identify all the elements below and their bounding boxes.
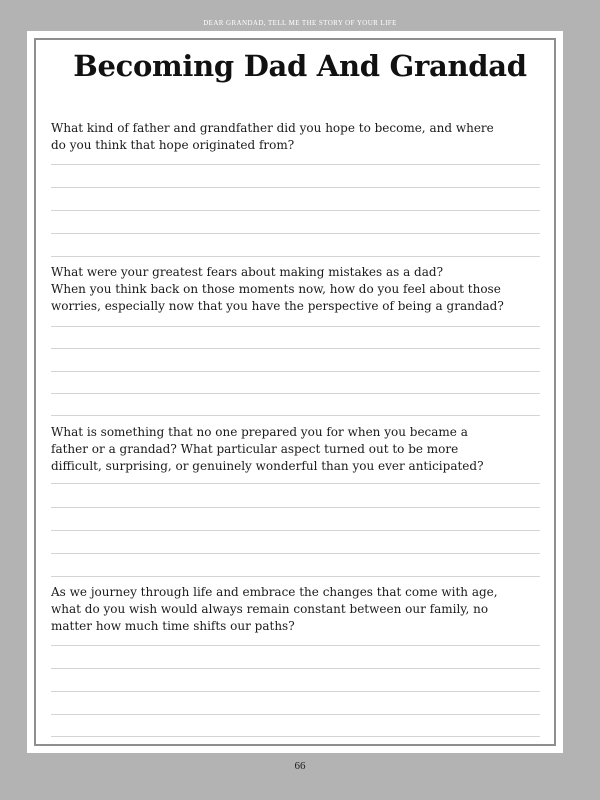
writing-line[interactable] xyxy=(51,415,540,416)
writing-line[interactable] xyxy=(51,530,540,531)
page-title: Becoming Dad And Grandad xyxy=(73,49,527,83)
writing-line[interactable] xyxy=(51,348,540,349)
writing-line[interactable] xyxy=(51,736,540,737)
writing-line[interactable] xyxy=(51,233,540,234)
writing-line[interactable] xyxy=(51,393,540,394)
question-4: As we journey through life and embrace the changes that come with age, what do you wish would always remain constant between our family, no matter how much time shifts our paths? xyxy=(51,585,498,633)
writing-line[interactable] xyxy=(51,576,540,577)
writing-line[interactable] xyxy=(51,371,540,372)
writing-line[interactable] xyxy=(51,483,540,484)
question-2: What were your greatest fears about making mistakes as a dad? When you think back on those moments now, how do you feel about those worries, especially now that you have the perspective of being a grandad? xyxy=(51,265,504,313)
writing-line[interactable] xyxy=(51,645,540,646)
writing-line[interactable] xyxy=(51,164,540,165)
writing-line[interactable] xyxy=(51,187,540,188)
writing-line[interactable] xyxy=(51,553,540,554)
question-1: What kind of father and grandfather did you hope to become, and where do you think that hope originated from? xyxy=(51,121,494,152)
writing-line[interactable] xyxy=(51,691,540,692)
running-header: DEAR GRANDAD, TELL ME THE STORY OF YOUR LIFE xyxy=(203,19,397,27)
writing-line[interactable] xyxy=(51,326,540,327)
question-3: What is something that no one prepared you for when you became a father or a grandad? What particular aspect turned out to be more difficult, surprising, or genuinely wonderful than you ever anticipated? xyxy=(51,425,484,473)
writing-line[interactable] xyxy=(51,714,540,715)
writing-line[interactable] xyxy=(51,668,540,669)
writing-line[interactable] xyxy=(51,507,540,508)
page-number: 66 xyxy=(294,760,306,772)
writing-line[interactable] xyxy=(51,210,540,211)
writing-line[interactable] xyxy=(51,256,540,257)
